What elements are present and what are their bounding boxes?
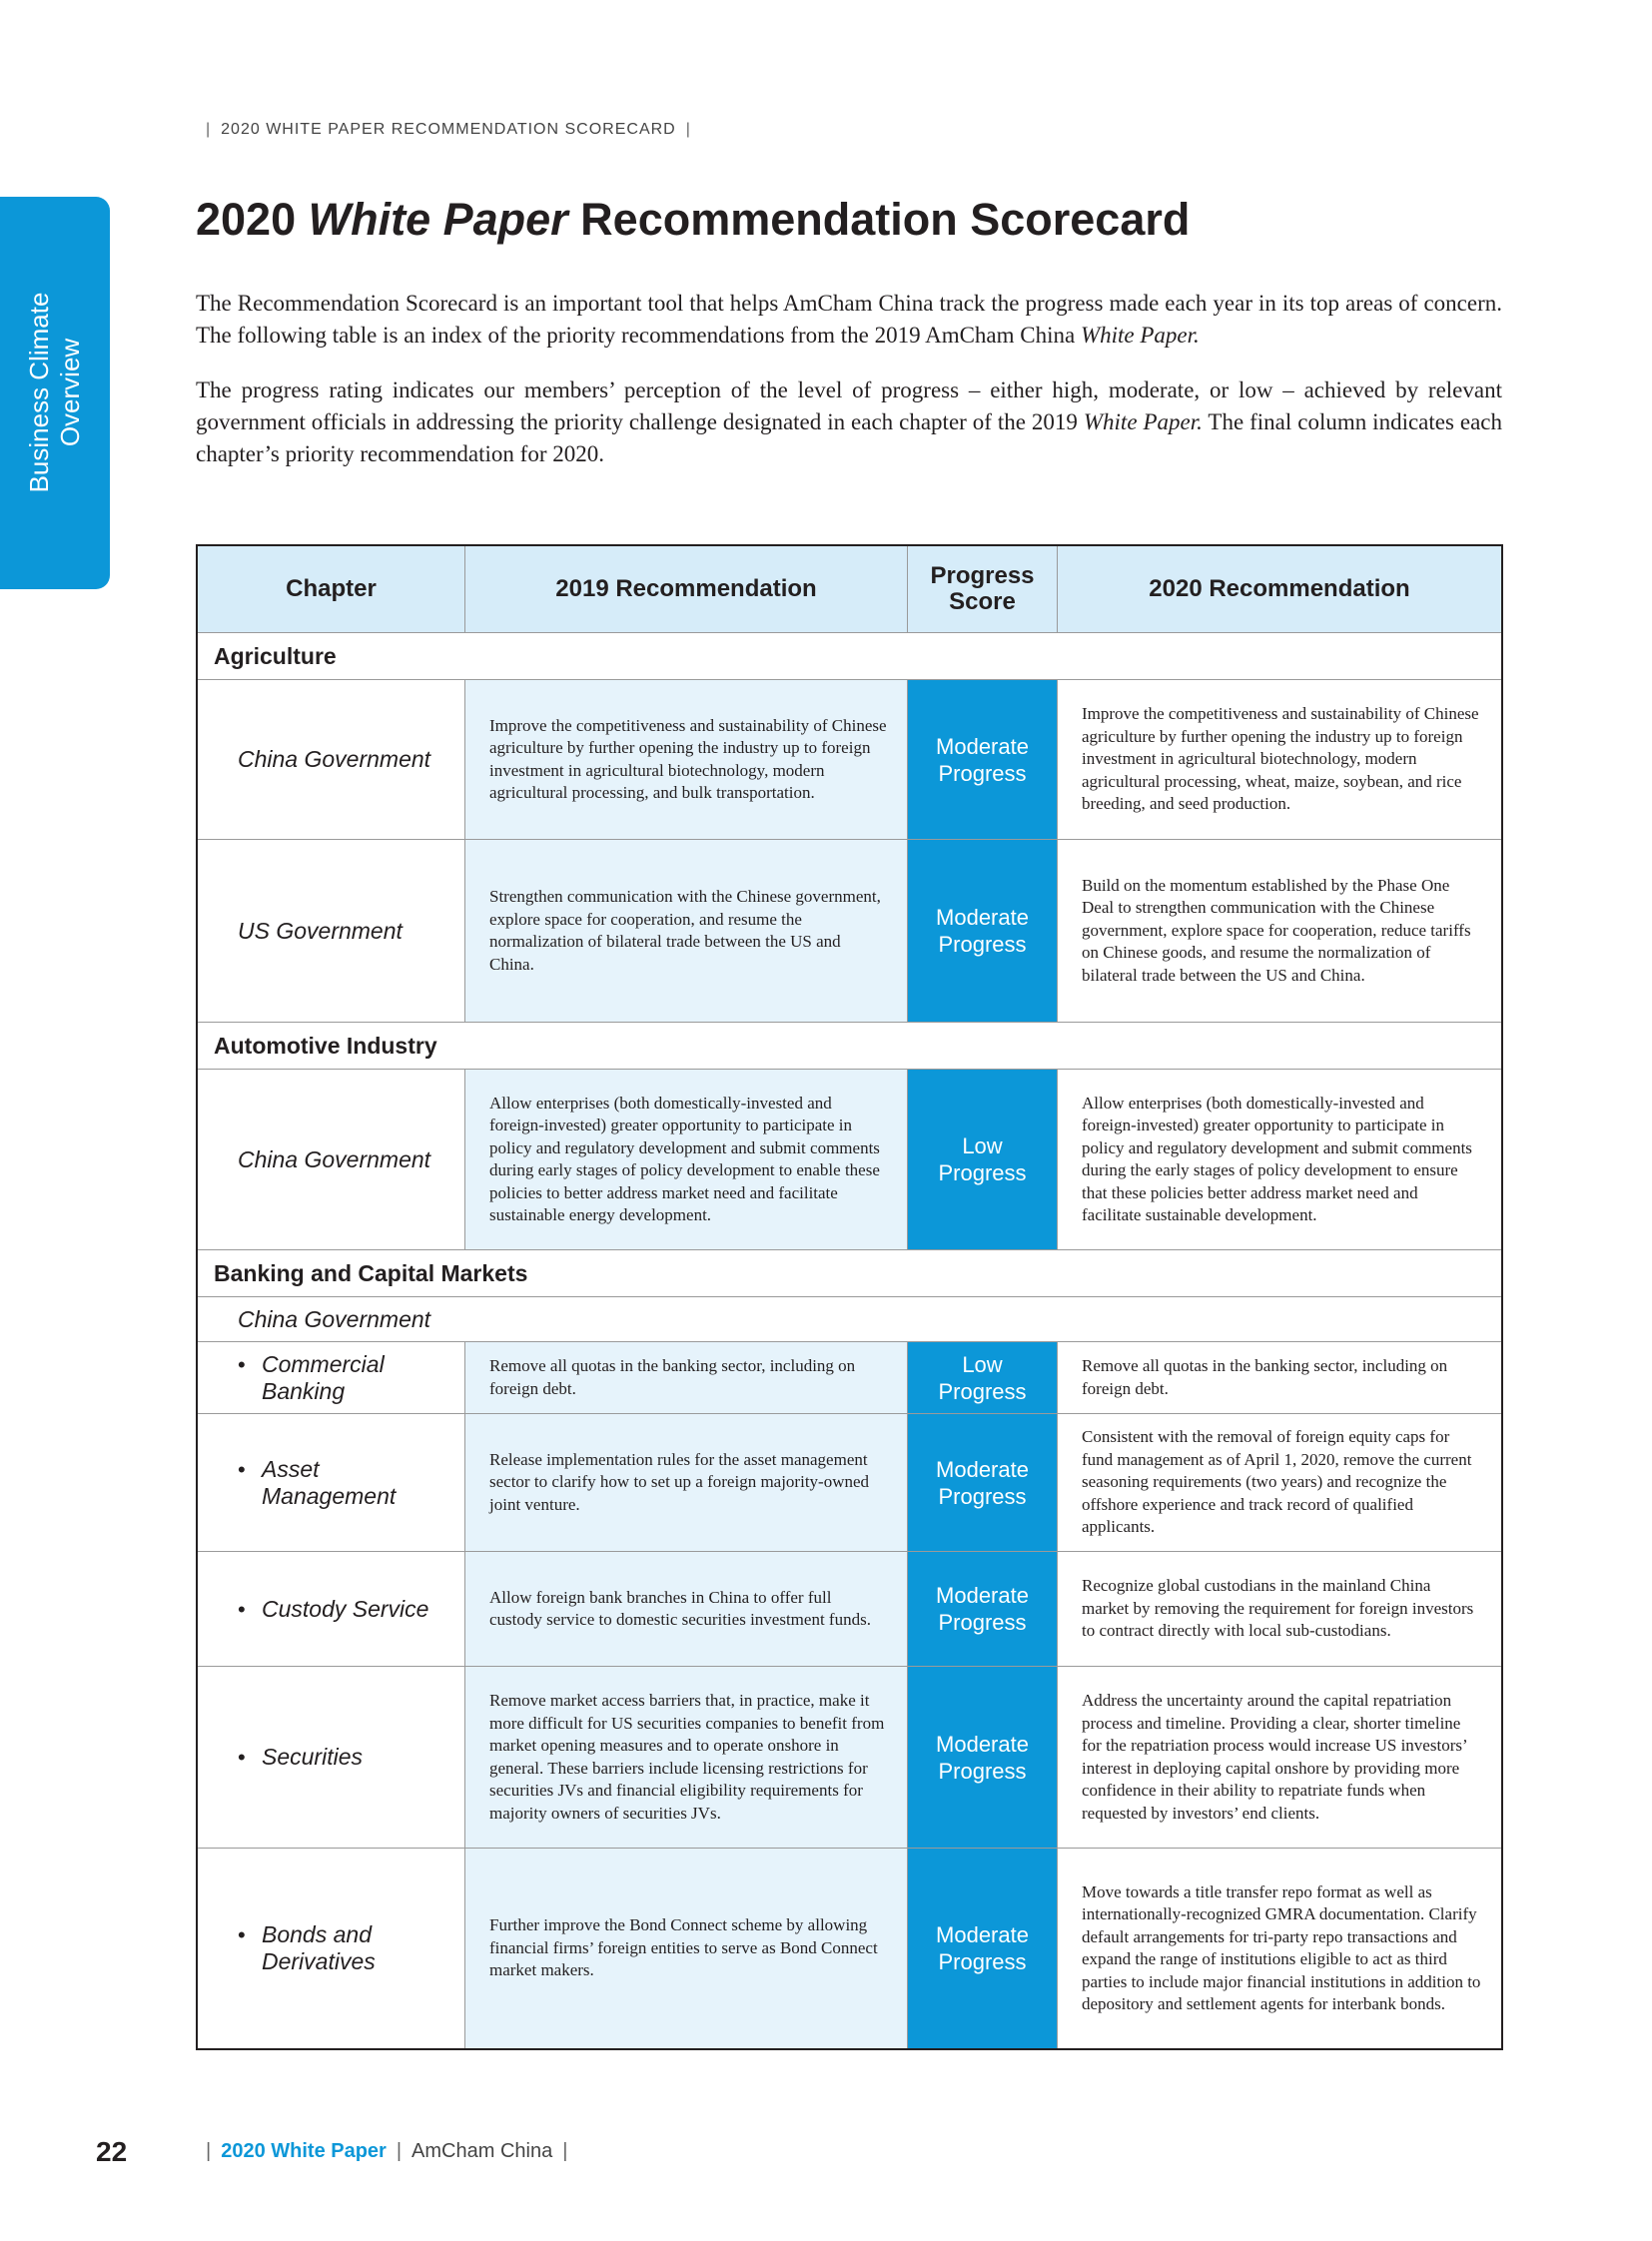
row-label-line-1: Bonds and [262,1921,372,1947]
table-row [198,1069,1501,1249]
bullet-label [198,1596,428,1623]
progress-score-cell [908,1414,1058,1551]
bullet-icon: • [238,1456,246,1482]
row-label-line-2: Derivatives [262,1948,376,1974]
rec-2020-text: Allow enterprises (both domestically-invested and foreign-invested) greater opportunity to participate in policy and regulatory development and submit comments during the early stages of policy development to ensure that these policies better address market need and facilitate sustainable development. [1082,1093,1472,1224]
score-word: Progress [938,760,1027,786]
rec-2019-text: Remove all quotas in the banking sector, including on foreign debt. [489,1356,856,1398]
table-row [198,1848,1501,2048]
bullet-icon: • [238,1351,246,1377]
row-label-line-1: Commercial [262,1350,385,1377]
intro-p1-text: The Recommendation Scorecard is an important tool that helps AmCham China track the progress made each year in its top areas of concern. The following table is an index of the priority recommendations from the 2019 AmCham China [196,291,1502,348]
rec-2019-text: Strengthen communication with the Chinese government, explore space for cooperation, and resume the normalization of bilateral trade between the US and China. [489,887,881,974]
chapter-cell [198,1070,465,1249]
chapter-cell [198,840,465,1022]
bullet-label [198,1744,363,1771]
progress-score-cell [908,1667,1058,1848]
rec-2020-cell [1058,1552,1501,1666]
intro-p1-italic: White Paper. [1080,323,1200,348]
table-row [198,1413,1501,1551]
progress-score-cell [908,680,1058,839]
footer-publication: 2020 White Paper [221,2140,387,2162]
running-header [196,121,701,139]
subsection-china-government: China Government [198,1296,1501,1341]
score-level: Moderate [936,905,1029,930]
intro-paragraph-1 [196,288,1502,352]
score-level: Moderate [936,1583,1029,1608]
rec-2020-text: Move towards a title transfer repo format as well as internationally-recognized GMRA documentation. Clarify default arrangements for tri-party repo transactions and expand the range of institutions eligible to act as third parties to include major financial institutions in addition to depository and settlement agents for interbank bonds. [1082,1881,1481,2013]
rec-2020-cell [1058,680,1501,839]
progress-score-cell [908,1552,1058,1666]
rec-2019-cell [465,840,908,1022]
rec-2019-cell [465,1849,908,2048]
title-part-2: Recommendation Scorecard [567,194,1191,245]
header-2019-recommendation: 2019 Recommendation [465,546,908,632]
row-label: China Government [238,1145,431,1172]
page-footer [196,2140,577,2163]
header-divider: | [206,121,212,138]
rec-2020-cell [1058,840,1501,1022]
intro-p2-italic: White Paper. [1083,409,1203,434]
rec-2019-cell [465,680,908,839]
chapter-cell [198,1667,465,1848]
score-level: Moderate [936,733,1029,759]
table-row [198,679,1501,839]
header-divider: | [685,121,691,138]
rec-2019-text: Remove market access barriers that, in practice, make it more difficult for US securities companies to benefit from market opening measures and to operate onshore in general. These barriers include licensing restrictions for securities JVs and financial eligibility requirements for majority owners of securities JVs. [489,1691,885,1823]
progress-score-cell [908,840,1058,1022]
scorecard-table [196,544,1503,2050]
title-part-1: 2020 [196,194,309,245]
running-header-text: 2020 WHITE PAPER RECOMMENDATION SCORECARD [221,121,676,138]
rec-2020-cell [1058,1414,1501,1551]
header-progress-score [908,546,1058,632]
bullet-icon: • [238,1922,246,1947]
rec-2020-cell [1058,1849,1501,2048]
score-level: Moderate [936,1731,1029,1757]
chapter-cell [198,680,465,839]
rec-2020-text: Address the uncertainty around the capital repatriation process and timeline. Providing a clear, shorter timeline for the repatriation process would increase US investors’ interest in deploying capital onshore by providing more confidence in their ability to repatriate funds when requested by investors’ end clients. [1082,1691,1467,1823]
score-word: Progress [938,1758,1027,1784]
rec-2019-cell [465,1552,908,1666]
header-score-line-1: Progress [930,562,1035,589]
side-tab-label [24,293,86,493]
row-label-line-1: Asset [262,1455,320,1482]
score-level: Low [962,1351,1003,1377]
side-tab-line-2: Overview [55,338,85,447]
progress-score-cell [908,1070,1058,1249]
title-italic: White Paper [308,194,568,245]
score-word: Progress [938,1160,1027,1185]
table-row [198,1666,1501,1848]
header-chapter: Chapter [198,546,465,632]
score-word: Progress [938,1949,1027,1974]
rec-2019-text: Allow enterprises (both domestically-invested and foreign-invested) greater opportunity to participate in policy and regulatory development and submit comments during early stages of policy development to enable these policies to better address market need and facilitate sustainable energy development. [489,1093,880,1224]
section-automotive: Automotive Industry [198,1022,1501,1069]
rec-2019-text: Improve the competitiveness and sustainability of Chinese agriculture by further opening the industry up to foreign investment in agricultural biotechnology, modern agricultural processing, and bulk transportation. [489,715,887,802]
page-title [196,194,1190,246]
bullet-icon: • [238,1745,246,1770]
rec-2019-text: Further improve the Bond Connect scheme by allowing financial firms’ foreign entities to serve as Bond Connect market makers. [489,1915,878,1980]
intro-p2-text-2: The final column indicates each chapter’s priority recommendation for 2020. [196,409,1502,466]
score-word: Progress [938,1610,1027,1635]
footer-divider: | [206,2140,212,2162]
bullet-label [198,1351,385,1405]
intro-paragraph-2 [196,374,1502,470]
table-row [198,839,1501,1022]
chapter-cell [198,1849,465,2048]
rec-2019-cell [465,1667,908,1848]
row-label-line-2: Management [262,1482,397,1509]
chapter-cell [198,1552,465,1666]
header-2020-recommendation: 2020 Recommendation [1058,546,1501,632]
row-label-line-1: Securities [262,1744,363,1770]
intro-p2-text: The progress rating indicates our members’ perception of the level of progress – either high, moderate, or low – achieved by relevant government officials in addressing the priority challenge designated in each chapter of the 2019 [196,377,1502,434]
row-label: US Government [238,917,403,944]
rec-2020-text: Remove all quotas in the banking sector, including on foreign debt. [1082,1356,1448,1398]
rec-2020-cell [1058,1070,1501,1249]
rec-2020-text: Consistent with the removal of foreign equity caps for fund management as of April 1, 2020, remove the current seasoning requirements (two years) and recognize the offshore experience and track record of qualified applicants. [1082,1427,1472,1537]
section-agriculture: Agriculture [198,632,1501,679]
chapter-cell [198,1414,465,1551]
progress-score-cell [908,1849,1058,2048]
section-side-tab [0,197,110,589]
footer-divider: | [562,2140,568,2162]
score-level: Moderate [936,1922,1029,1947]
rec-2020-text: Recognize global custodians in the mainland China market by removing the requirement for foreign investors to contract directly with local sub-custodians. [1082,1576,1474,1641]
rec-2020-text: Improve the competitiveness and sustainability of Chinese agriculture by further opening the industry up to foreign investment in agricultural biotechnology, modern agricultural processing, wheat, maize, soybean, and rice breeding, and seed production. [1082,704,1479,814]
progress-score-cell [908,1342,1058,1413]
table-row [198,1341,1501,1413]
bullet-label [198,1456,396,1510]
rec-2019-cell [465,1070,908,1249]
chapter-cell [198,1342,465,1413]
page-number: 22 [96,2136,128,2167]
rec-2020-cell [1058,1342,1501,1413]
rec-2019-text: Allow foreign bank branches in China to offer full custody service to domestic securities investment funds. [489,1587,871,1629]
header-score-line-2: Score [949,588,1016,615]
score-word: Progress [938,1378,1027,1404]
table-header-row [198,546,1501,632]
footer-organization: AmCham China [412,2140,553,2162]
row-label-line-1: Custody Service [262,1595,429,1622]
rec-2019-text: Release implementation rules for the asset management sector to clarify how to set up a foreign majority-owned joint venture. [489,1449,870,1514]
score-level: Low [962,1133,1003,1158]
score-word: Progress [938,1483,1027,1509]
bullet-icon: • [238,1596,246,1622]
rec-2019-cell [465,1342,908,1413]
row-label: China Government [238,746,431,772]
score-level: Moderate [936,1456,1029,1482]
rec-2020-cell [1058,1667,1501,1848]
rec-2020-text: Build on the momentum established by the Phase One Deal to strengthen communication with the Chinese government, explore space for cooperation, reduce tariffs on Chinese goods, and resume the normalization of bilateral trade between the US and China. [1082,875,1471,985]
rec-2019-cell [465,1414,908,1551]
footer-divider: | [396,2140,403,2162]
row-label-line-2: Banking [262,1377,346,1404]
side-tab-line-1: Business Climate [24,292,54,493]
bullet-label [198,1921,376,1975]
section-banking: Banking and Capital Markets [198,1249,1501,1296]
table-row [198,1551,1501,1666]
score-word: Progress [938,932,1027,957]
